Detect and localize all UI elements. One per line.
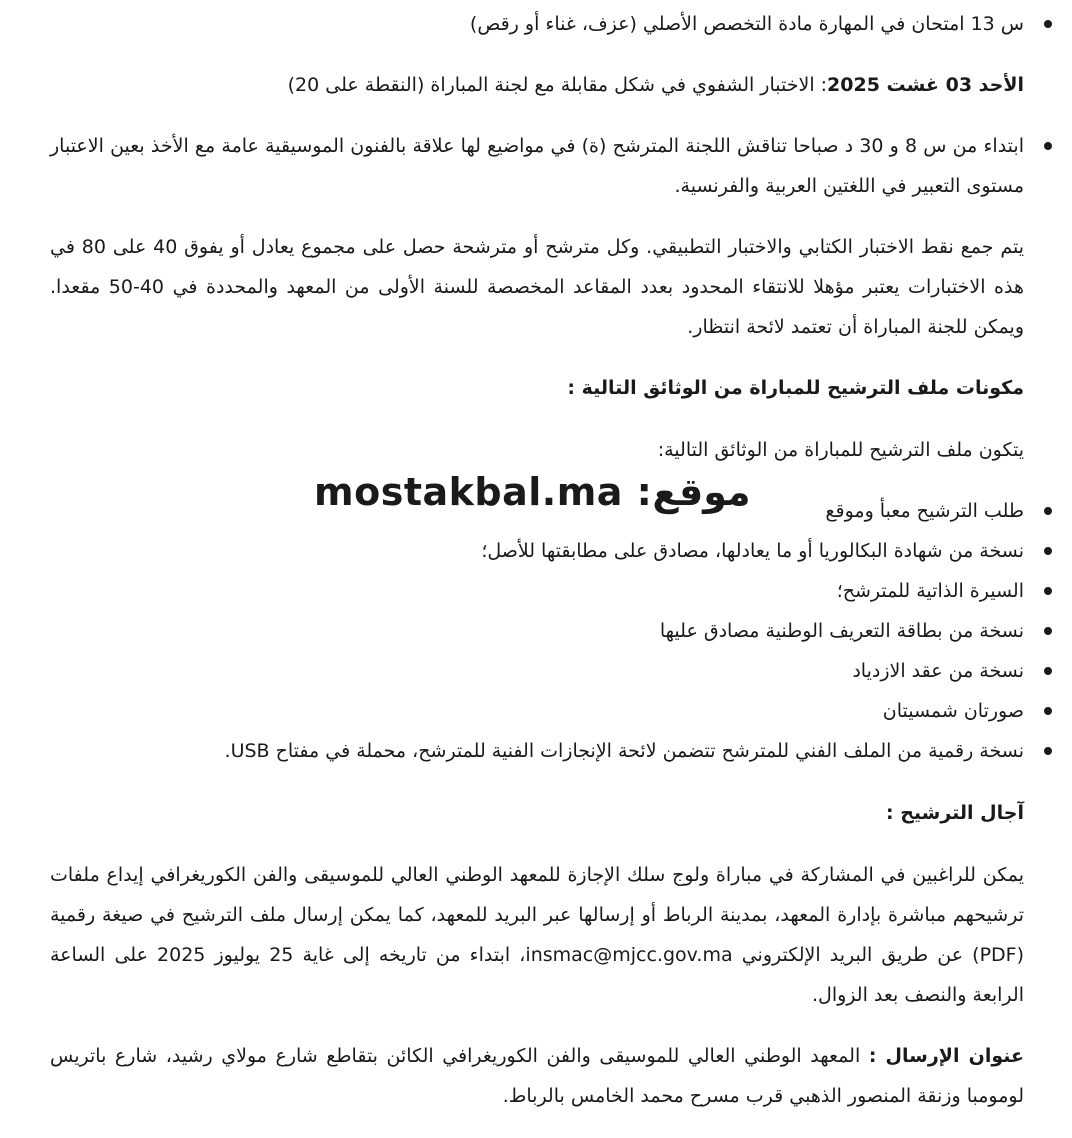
bullet-dot [1044,547,1052,555]
oral-item-text: ابتداء من س 8 و 30 د صباحا تناقش اللجنة المترشح (ة) في مواضيع لها علاقة بالفنون الموسيقية عامة مع الأخذ بعين الاعتبار مستوى التعبير في اللغتين العربية والفرنسية. [50,135,1024,197]
document-item [50,531,1024,571]
document-item-text: نسخة رقمية من الملف الفني للمترشح تتضمن لائحة الإنجازات الفنية للمترشح، محملة في مفتاح USB. [224,740,1024,762]
document-item-text: السيرة الذاتية للمترشح؛ [836,580,1024,602]
document-item-text: نسخة من عقد الازدياد [852,660,1024,682]
document-item-text: طلب الترشيح معبأ وموقع [825,500,1024,522]
oral-item [50,126,1024,206]
site-watermark: mostakbal.ma :موقع [314,470,751,514]
file-intro: يتكون ملف الترشيح للمباراة من الوثائق التالية: [657,439,1024,461]
address-paragraph [50,1036,1024,1116]
file-heading: مكونات ملف الترشيح للمباراة من الوثائق التالية : [567,377,1024,399]
bullet-dot [1044,20,1052,28]
document-item [50,611,1024,651]
document-item-text: نسخة من بطاقة التعريف الوطنية مصادق عليها [659,620,1024,642]
address-text: المعهد الوطني العالي للموسيقى والفن الكوريغرافي الكائن بتقاطع شارع مولاي رشيد، شارع باتريس لومومبا وزنقة المنصور الذهبي قرب مسرح محمد الخامس بالرباط. [50,1045,1024,1107]
exam-item-text: س 13 امتحان في المهارة مادة التخصص الأصلي (عزف، غناء أو رقص) [469,13,1024,35]
document-item [50,651,1024,691]
document-item-text: نسخة من شهادة البكالوريا أو ما يعادلها، مصادق على مطابقتها للأصل؛ [481,540,1024,562]
bullet-dot [1044,142,1052,150]
oral-desc: : الاختبار الشفوي في شكل مقابلة مع لجنة المباراة (النقطة على 20) [287,74,828,96]
deadline-paragraph: يمكن للراغبين في المشاركة في مباراة ولوج سلك الإجازة للمعهد الوطني العالي للموسيقى والفن الكوريغرافي إيداع ملفات ترشيحهم مباشرة بإدارة المعهد، بمدينة الرباط أو إرسالها عبر البريد للمعهد، كما يمكن إرسال ملف الترشيح في صيغة رقمية (PDF) عن طريق البريد الإلكتروني insmac@mjcc.gov.ma، ابتداء من تاريخه إلى غاية 25 يوليوز 2025 على الساعة الرابعة والنصف بعد الزوال. [50,864,1025,1006]
address-label: عنوان الإرسال : [868,1045,1024,1067]
bullet-dot [1044,627,1052,635]
bullet-dot [1044,707,1052,715]
bullet-dot [1044,747,1052,755]
deadline-heading: آجال الترشيح : [885,802,1024,824]
exam-item [50,4,1024,44]
document-item [50,731,1024,771]
oral-date: الأحد 03 غشت 2025 [827,74,1024,96]
scoring-paragraph: يتم جمع نقط الاختبار الكتابي والاختبار التطبيقي. وكل مترشح أو مترشحة حصل على مجموع يعادل أو يفوق 40 على 80 في هذه الاختبارات يعتبر مؤهلا للانتقاء المحدود بعدد المقاعد المخصصة للسنة الأولى من المعهد والمحددة في 40-50 مقعدا. ويمكن للجنة المباراة أن تعتمد لائحة انتظار. [50,236,1025,338]
document-item-text: صورتان شمسيتان [882,700,1024,722]
bullet-dot [1044,587,1052,595]
oral-date-line [50,65,1024,105]
document-item [50,691,1024,731]
document-item [50,571,1024,611]
documents-list [50,491,1024,771]
bullet-dot [1044,507,1052,515]
bullet-dot [1044,667,1052,675]
